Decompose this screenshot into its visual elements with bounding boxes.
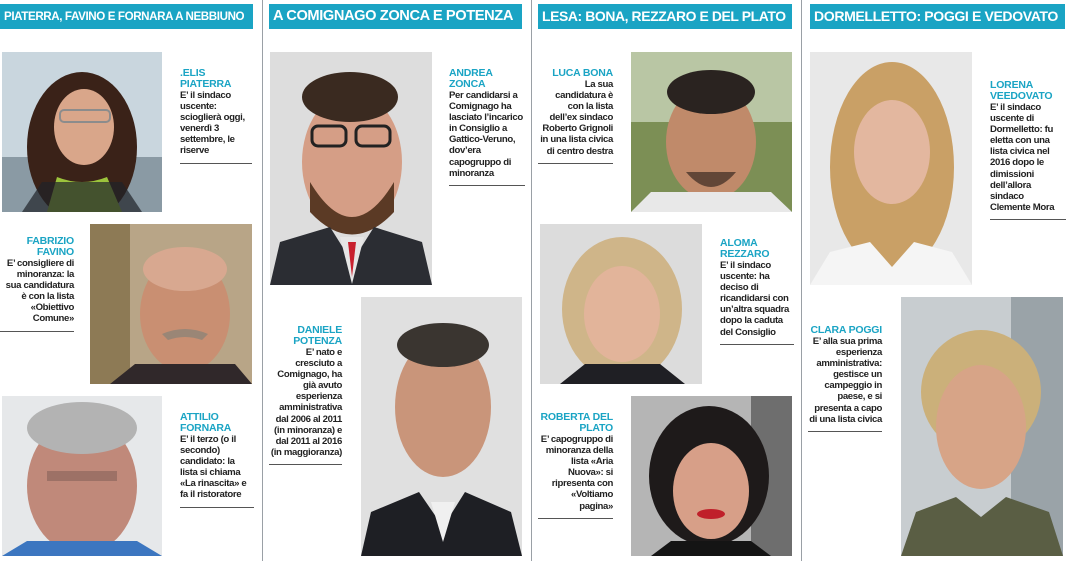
portrait-attilio-fornara (2, 396, 162, 556)
portrait-fabrizio-favino (90, 224, 252, 384)
caption-rule (990, 219, 1066, 220)
person-name: .ELIS PIATERRA (180, 67, 232, 90)
caption-aloma-rezzaro (720, 238, 794, 345)
person-name: ALOMA REZZARO (720, 237, 770, 260)
portrait-lorena-vedovato (810, 52, 972, 285)
portrait-aloma-rezzaro (540, 224, 702, 384)
caption-andrea-zonca (449, 68, 525, 186)
person-name: DANIELE POTENZA (293, 324, 342, 347)
person-description: E’ il sindaco uscente di Dormelletto: fu eletta con una lista civica nel 2016 dopo le dimissioni dell’allora sindaco Clemente Mora (990, 102, 1055, 213)
person-description: E’ consigliere di minoranza: la sua candidatura è con la lista «Obiettivo Comune» (5, 258, 74, 325)
person-description: E’ il sindaco uscente: ha deciso di ricandidarsi con un’altra squadra dopo la caduta del Consiglio (720, 260, 790, 338)
person-description: La sua candidatura è con la lista dell’ex sindaco Roberto Grignoli in una lista civica di centro destra (540, 79, 613, 157)
caption-rule (180, 163, 252, 164)
portrait-luca-bona (631, 52, 792, 212)
caption-rule (720, 344, 794, 345)
column-divider (801, 0, 802, 561)
portrait-clara-poggi (901, 297, 1063, 556)
person-description: E’ capogruppo di minoranza della lista «Aria Nuova»: si ripresenta con «Voltiamo pagina» (540, 434, 613, 512)
caption-clara-poggi (808, 325, 882, 432)
portrait-elis-piaterra (2, 52, 162, 212)
person-name: CLARA POGGI (810, 324, 882, 336)
caption-luca-bona (538, 68, 613, 164)
person-description: E’ il terzo (o il secondo) candidato: la lista si chiama «La rinascita» e fa il ristoratore (180, 434, 247, 501)
person-description: Per candidarsi a Comignago ha lasciato l’incarico in Consiglio a Gattico-Veruno, dov’era capogruppo di minoranza (449, 90, 523, 179)
caption-fabrizio-favino (0, 236, 74, 332)
caption-rule (538, 518, 613, 519)
caption-attilio-fornara (180, 412, 254, 508)
person-description: E’ nato e cresciuto a Comignago, ha già avuto esperienza amministrativa dal 2006 al 2011 (in minoranza) e dal 2011 al 2016 (in maggioranza) (270, 347, 342, 458)
column-divider (262, 0, 263, 561)
portrait-andrea-zonca (270, 52, 432, 285)
caption-roberta-del-plato (538, 412, 613, 519)
caption-lorena-vedovato (990, 80, 1066, 220)
caption-rule (0, 331, 74, 332)
caption-rule (449, 185, 525, 186)
person-name: FABRIZIO FAVINO (26, 235, 74, 258)
person-name: LORENA VEEDOVATO (990, 79, 1053, 102)
person-description: E’ alla sua prima esperienza amministrativa: gestisce un campeggio in paese, e si presenta a capo di una lista civica (809, 336, 882, 425)
caption-daniele-potenza (269, 325, 342, 465)
portrait-daniele-potenza (361, 297, 522, 556)
person-name: ANDREA ZONCA (449, 67, 493, 90)
caption-rule (180, 507, 254, 508)
caption-rule (269, 464, 342, 465)
section-header: A COMIGNAGO ZONCA E POTENZA (269, 4, 522, 29)
person-name: LUCA BONA (552, 67, 613, 79)
person-name: ROBERTA DEL PLATO (540, 411, 613, 434)
person-description: E’ il sindaco uscente: scioglierà oggi, venerdì 3 settembre, le riserve (180, 90, 245, 157)
portrait-roberta-del-plato (631, 396, 792, 556)
caption-rule (808, 431, 882, 432)
section-header: PIATERRA, FAVINO E FORNARA A NEBBIUNO (0, 4, 253, 29)
section-header: LESA: BONA, REZZARO E DEL PLATO (538, 4, 792, 29)
caption-rule (538, 163, 613, 164)
person-name: ATTILIO FORNARA (180, 411, 232, 434)
caption-elis-piaterra (180, 68, 252, 164)
section-header: DORMELLETTO: POGGI E VEDOVATO (810, 4, 1065, 29)
column-divider (531, 0, 532, 561)
